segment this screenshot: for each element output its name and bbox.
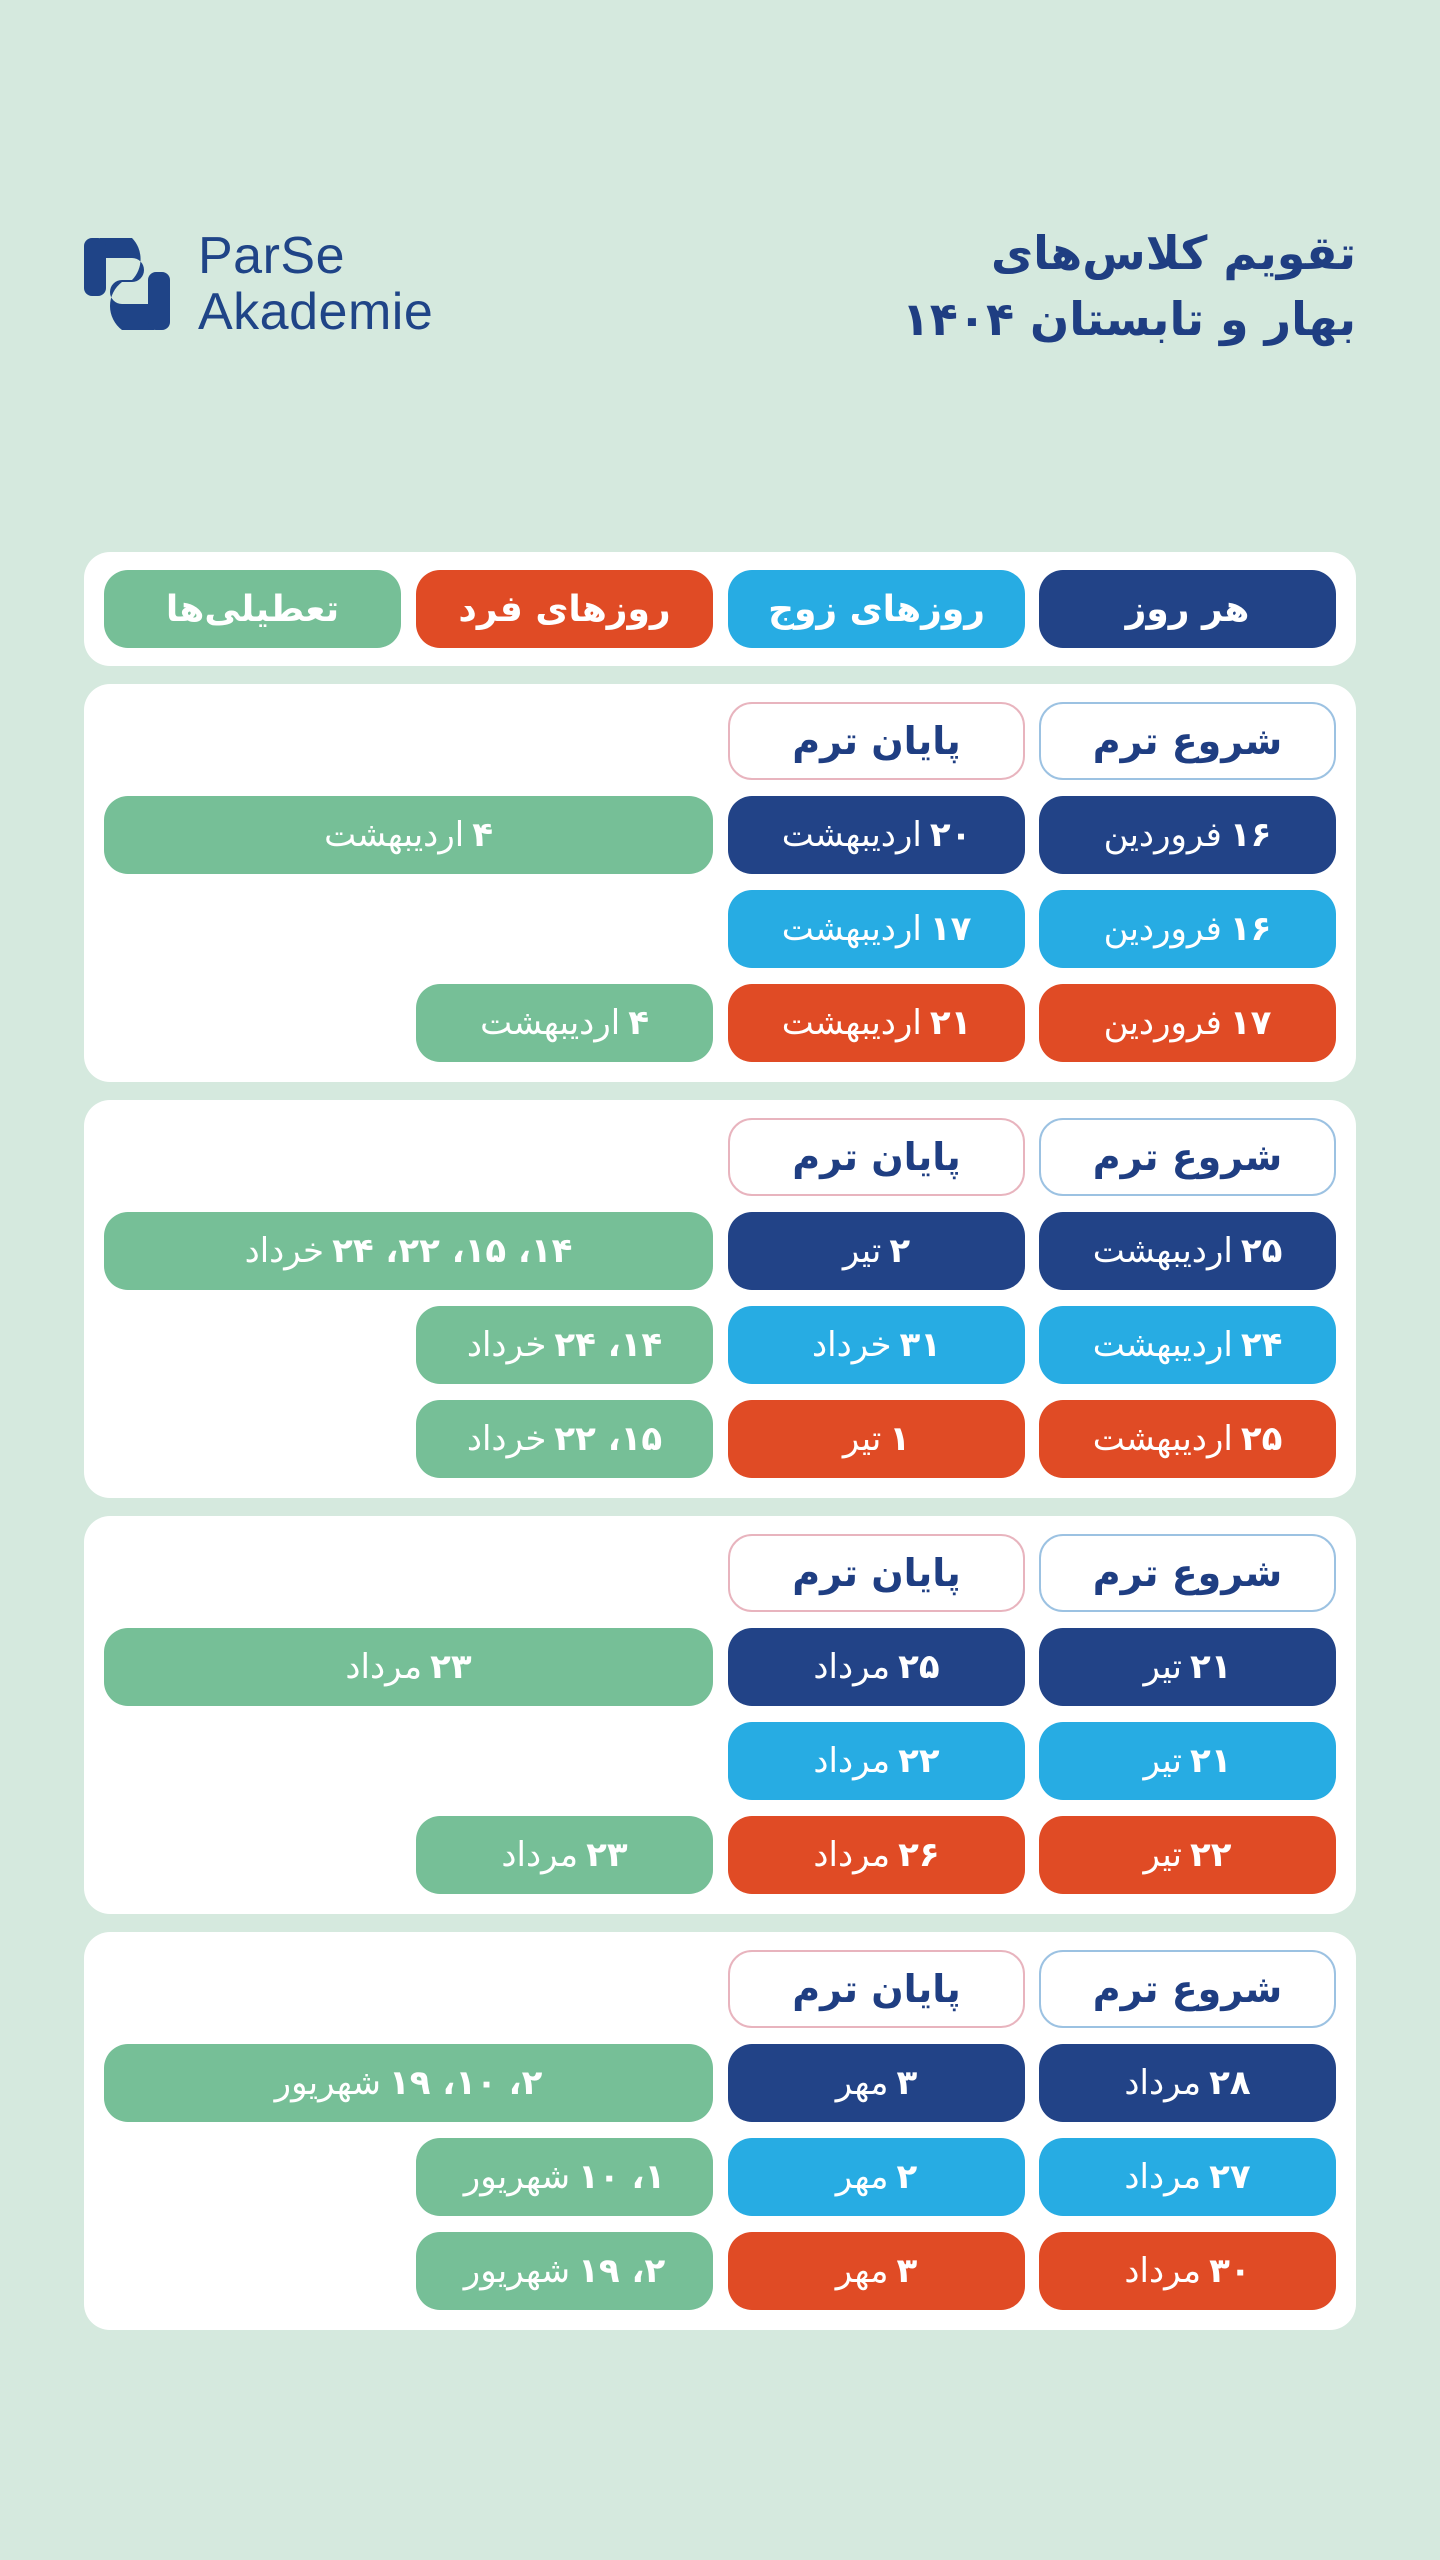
every-day-end-date: [728, 796, 1025, 874]
every-day-end-date: [728, 1628, 1025, 1706]
odd-days-start-date: [1039, 2232, 1336, 2310]
date-month: مرداد: [1124, 2251, 1202, 2291]
term-start-header: شروع ترم: [1039, 702, 1336, 780]
date-month: خرداد: [466, 1325, 547, 1365]
date-month: شهریور: [463, 2251, 571, 2291]
date-number: ۱۵، ۲۲: [554, 1419, 663, 1459]
page-title: [902, 220, 1356, 352]
even-days-holidays: [416, 2138, 713, 2216]
date-number: ۳: [896, 2251, 918, 2291]
every-day-end-date: [728, 1212, 1025, 1290]
date-number: ۱، ۱۰: [578, 2157, 666, 2197]
term-card-3: [84, 1516, 1356, 1914]
every-day-start-date: [1039, 796, 1336, 874]
date-month: خرداد: [244, 1231, 325, 1271]
date-number: ۲، ۱۰، ۱۹: [389, 2063, 543, 2103]
every-day-start-date: [1039, 2044, 1336, 2122]
date-month: شهریور: [274, 2063, 382, 2103]
date-number: ۱۴، ۲۴: [554, 1325, 663, 1365]
date-month: مهر: [835, 2063, 889, 2103]
date-month: مرداد: [813, 1835, 891, 1875]
even-days-start-date: [1039, 890, 1336, 968]
term-end-header: پایان ترم: [728, 1950, 1025, 2028]
date-month: اردیبهشت: [781, 815, 922, 855]
even-days-start-date: [1039, 1306, 1336, 1384]
term-start-header: شروع ترم: [1039, 1534, 1336, 1612]
term-end-header: پایان ترم: [728, 702, 1025, 780]
date-number: ۲۳: [430, 1647, 472, 1687]
every-day-holidays: [104, 2044, 713, 2122]
date-number: ۴: [472, 815, 493, 855]
term-card-4: [84, 1932, 1356, 2330]
date-month: اردیبهشت: [1092, 1325, 1233, 1365]
date-month: مرداد: [1124, 2063, 1202, 2103]
date-number: ۲، ۱۹: [578, 2251, 666, 2291]
date-number: ۲۲: [1189, 1835, 1232, 1875]
date-number: ۲۱: [1189, 1647, 1232, 1687]
date-month: اردیبهشت: [1092, 1419, 1233, 1459]
date-number: ۲۵: [1240, 1419, 1283, 1459]
date-number: ۱۶: [1229, 815, 1272, 855]
even-days-end-date: [728, 1722, 1025, 1800]
date-number: ۱۷: [929, 909, 972, 949]
odd-days-holidays: [416, 1816, 713, 1894]
date-number: ۲۱: [929, 1003, 972, 1043]
even-days-end-date: [728, 890, 1025, 968]
date-month: اردیبهشت: [781, 909, 922, 949]
date-number: ۱۴، ۱۵، ۲۲، ۲۴: [332, 1231, 573, 1271]
even-days-start-date: [1039, 2138, 1336, 2216]
date-month: تیر: [1143, 1741, 1182, 1781]
date-number: ۲۸: [1209, 2063, 1251, 2103]
brand-name-line1: ParSe: [198, 227, 346, 285]
odd-days-end-date: [728, 984, 1025, 1062]
date-month: شهریور: [463, 2157, 571, 2197]
legend-holidays: تعطیلی‌ها: [104, 570, 401, 648]
every-day-end-date: [728, 2044, 1025, 2122]
date-month: خرداد: [466, 1419, 547, 1459]
date-number: ۲۰: [929, 815, 972, 855]
date-month: تیر: [1143, 1647, 1182, 1687]
term-start-header: شروع ترم: [1039, 1118, 1336, 1196]
date-month: اردیبهشت: [324, 815, 465, 855]
legend-odd-days: روزهای فرد: [416, 570, 713, 648]
odd-days-holidays: [416, 1400, 713, 1478]
legend-even-days: روزهای زوج: [728, 570, 1025, 648]
date-number: ۲: [889, 1231, 911, 1271]
date-month: مهر: [835, 2157, 889, 2197]
odd-days-start-date: [1039, 1816, 1336, 1894]
date-number: ۳: [896, 2063, 918, 2103]
date-month: خرداد: [811, 1325, 892, 1365]
even-days-end-date: [728, 1306, 1025, 1384]
date-month: مرداد: [501, 1835, 579, 1875]
brand-logo: [84, 228, 433, 340]
date-number: ۲: [896, 2157, 918, 2197]
brand-name-line2: Akademie: [198, 283, 434, 341]
page-header: [84, 220, 1356, 360]
every-day-holidays: [104, 796, 713, 874]
every-day-holidays: [104, 1628, 713, 1706]
term-card-2: [84, 1100, 1356, 1498]
brand-name: [198, 228, 433, 340]
date-number: ۳۱: [899, 1325, 942, 1365]
term-end-header: پایان ترم: [728, 1118, 1025, 1196]
legend-card: [84, 552, 1356, 666]
every-day-holidays: [104, 1212, 713, 1290]
even-days-start-date: [1039, 1722, 1336, 1800]
date-number: ۲۷: [1209, 2157, 1251, 2197]
date-number: ۲۵: [1240, 1231, 1283, 1271]
date-number: ۲۲: [898, 1741, 940, 1781]
page-title-line2: بهار و تابستان ۱۴۰۴: [901, 292, 1356, 346]
date-number: ۳۰: [1209, 2251, 1251, 2291]
every-day-start-date: [1039, 1628, 1336, 1706]
date-month: اردیبهشت: [480, 1003, 621, 1043]
odd-days-start-date: [1039, 1400, 1336, 1478]
odd-days-holidays: [416, 984, 713, 1062]
date-month: فروردین: [1103, 909, 1222, 949]
date-month: فروردین: [1103, 1003, 1222, 1043]
date-month: مرداد: [345, 1647, 423, 1687]
date-month: مهر: [835, 2251, 889, 2291]
date-month: مرداد: [1124, 2157, 1202, 2197]
date-number: ۲۴: [1240, 1325, 1283, 1365]
odd-days-end-date: [728, 1816, 1025, 1894]
date-month: اردیبهشت: [1092, 1231, 1233, 1271]
term-card-1: [84, 684, 1356, 1082]
date-month: تیر: [842, 1419, 882, 1459]
term-start-header: شروع ترم: [1039, 1950, 1336, 2028]
date-number: ۲۵: [898, 1647, 940, 1687]
date-month: مرداد: [813, 1741, 891, 1781]
date-month: مرداد: [813, 1647, 891, 1687]
date-number: ۲۱: [1189, 1741, 1232, 1781]
date-number: ۲۶: [898, 1835, 940, 1875]
date-number: ۲۳: [586, 1835, 628, 1875]
date-number: ۱۶: [1229, 909, 1272, 949]
date-number: ۱: [889, 1419, 911, 1459]
odd-days-end-date: [728, 1400, 1025, 1478]
date-month: اردیبهشت: [781, 1003, 922, 1043]
date-month: فروردین: [1103, 815, 1222, 855]
date-month: تیر: [1143, 1835, 1182, 1875]
even-days-end-date: [728, 2138, 1025, 2216]
even-days-holidays: [416, 1306, 713, 1384]
odd-days-start-date: [1039, 984, 1336, 1062]
date-number: ۴: [628, 1003, 649, 1043]
odd-days-holidays: [416, 2232, 713, 2310]
page-title-line1: تقویم کلاس‌های: [990, 226, 1356, 280]
parse-s-logo-icon: [84, 232, 170, 336]
term-end-header: پایان ترم: [728, 1534, 1025, 1612]
date-number: ۱۷: [1229, 1003, 1272, 1043]
odd-days-end-date: [728, 2232, 1025, 2310]
date-month: تیر: [842, 1231, 882, 1271]
every-day-start-date: [1039, 1212, 1336, 1290]
legend-every-day: هر روز: [1039, 570, 1336, 648]
